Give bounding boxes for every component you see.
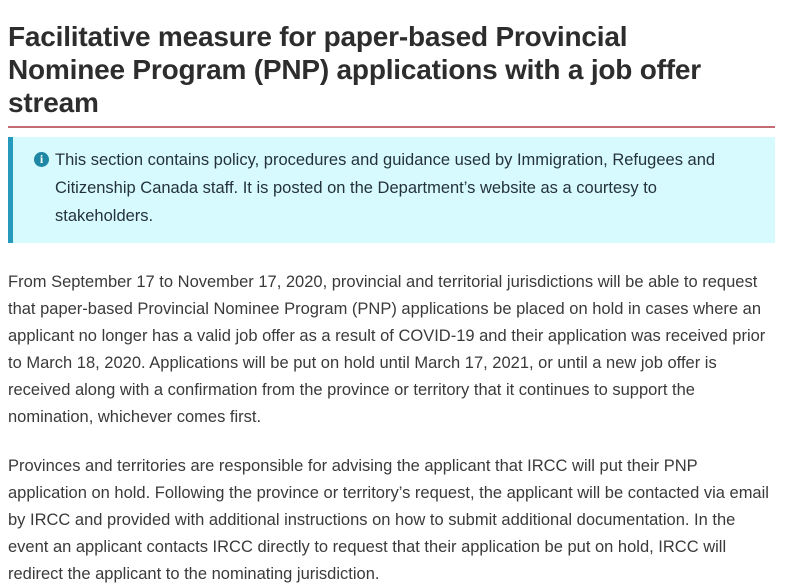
- page-title: Facilitative measure for paper-based Provincial Nominee Program (PNP) applications with a job offer stream: [8, 21, 701, 118]
- main-content: [8, 0, 775, 586]
- title-divider: [8, 126, 775, 128]
- paragraph-hold-policy: From September 17 to November 17, 2020, provincial and territorial jurisdictions will be able to request that paper-based Provincial Nominee Program (PNP) applications be placed on hold in cases where an applicant no longer has a valid job offer as a result of COVID-19 and their application was received prior to March 18, 2020. Applications will be put on hold until March 17, 2021, or until a new job offer is received along with a confirmation from the province or territory that it continues to support the nomination, whichever comes first.: [8, 273, 766, 426]
- body-text-section: [8, 269, 775, 586]
- paragraph-province-responsibility: Provinces and territories are responsible for advising the applicant that IRCC will put their PNP application on hold. Following the province or territory’s request, the applicant will be contacted via email by IRCC and provided with additional instructions on how to submit additional documentation. In the event an applicant contacts IRCC directly to request that their application be put on hold, IRCC will redirect the applicant to the nominating jurisdiction.: [8, 457, 769, 583]
- info-alert-box: [8, 137, 775, 243]
- info-icon: i: [34, 152, 49, 167]
- info-alert-text: This section contains policy, procedures and guidance used by Immigration, Refugees and Citizenship Canada staff. It is posted on the Department’s website as a courtesy to stakeholders.: [55, 151, 716, 225]
